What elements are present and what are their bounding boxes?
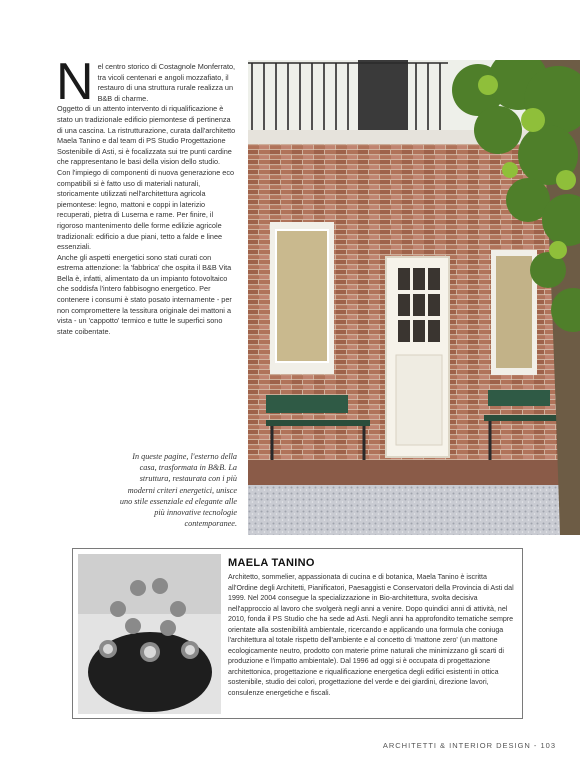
dropcap: N [56, 53, 94, 111]
article-paragraph-1 [56, 53, 237, 111]
article-paragraph-3: Con l'impiego di componenti di nuova generazione eco compatibili si è fatto uso di materiali naturali, storicamente utilizzati nell'architettura agricola piemontese: legno, mattoni e coppi in laterizio recuperati, pietra di Luserna e rame. Per finire, il rigoroso mantenimento delle forme edilizie agricole tradizionali: edificio a due piani, tetto a falde e linee essenziali. [57, 167, 235, 252]
bio-text [228, 557, 517, 699]
house-photo [248, 60, 580, 535]
team-photo [78, 554, 221, 714]
article-paragraph-1-text: el centro storico di Costagnole Monferrato, tra vicoli centenari e angoli mozzafiato, il restauro di una struttura rurale realizza un B&B di charme. [97, 62, 236, 103]
article-body [56, 53, 237, 337]
article-paragraph-4: Anche gli aspetti energetici sono stati curati con estrema attenzione: la 'fabbrica' che ospita il B&B Vita Bella è, infatti, alimentato da un impianto fotovoltaico che soddisfa l'intero fabbisogno energetico. Per contenere i consumi è stato posato internamente - per non compromettere la tessitura originale dei mattoni a vista - un 'cappotto' termico e tutte le superfici sono state coibentate. [57, 252, 232, 336]
photo-caption: In queste pagine, l'esterno della casa, trasformata in B&B. La struttura, restaurata con i più moderni criteri energetici, unisce uno stile essenziale ed elegante alle più innovative tecnologie contemporanee. [119, 452, 237, 529]
article-paragraph-2: Oggetto di un attento intervento di riqualificazione è stato un tradizionale edificio piemontese di pertinenza di una cascina. La ristrutturazione, curata dall'architetto Maela Tanino e dal team di PS Studio Progettazione Sostenibile di Asti, si è focalizzata sui tre punti cardine che rappresentano le basi della vision dello studio. [57, 104, 236, 167]
bio-body: Architetto, sommelier, appassionata di cucina e di botanica, Maela Tanino è iscritta all'Ordine degli Architetti, Pianificatori, Paesaggisti e Conservatori della Provincia di Asti dal 1999. Nel 2004 consegue la specializzazione in Bio-architettura, svolta decisiva nell'approccio al lavoro che svolgerà negli anni a venire. Dopo quindici anni di attività, nel 2010, fonda il PS Studio che ha sede ad Asti. Negli anni ha approfondito tematiche sempre orientate alla sostenibilità ambientale, ricercando e applicando una formula che coniuga l'architettura al totale rispetto dell'ambiente e al concetto di 'mattone zero' (un mattone ecologicamente neutro, prodotto con materie prime naturali che minimizzano gli scarti di produzione e l'impatto ambientale). Dal 1996 ad oggi si è occupata di progettazione architettonica, progettazione e riqualificazione energetica degli edifici esistenti in ottica sostenibile, studio dei colori, progettazione del verde e dei giardini, direzione lavori, consulenze energetiche e fiscali. [228, 573, 514, 698]
page-footer: ARCHITETTI & INTERIOR DESIGN - 103 [382, 741, 556, 750]
bio-box [72, 548, 523, 719]
bio-name: MAELA TANINO [228, 557, 315, 569]
